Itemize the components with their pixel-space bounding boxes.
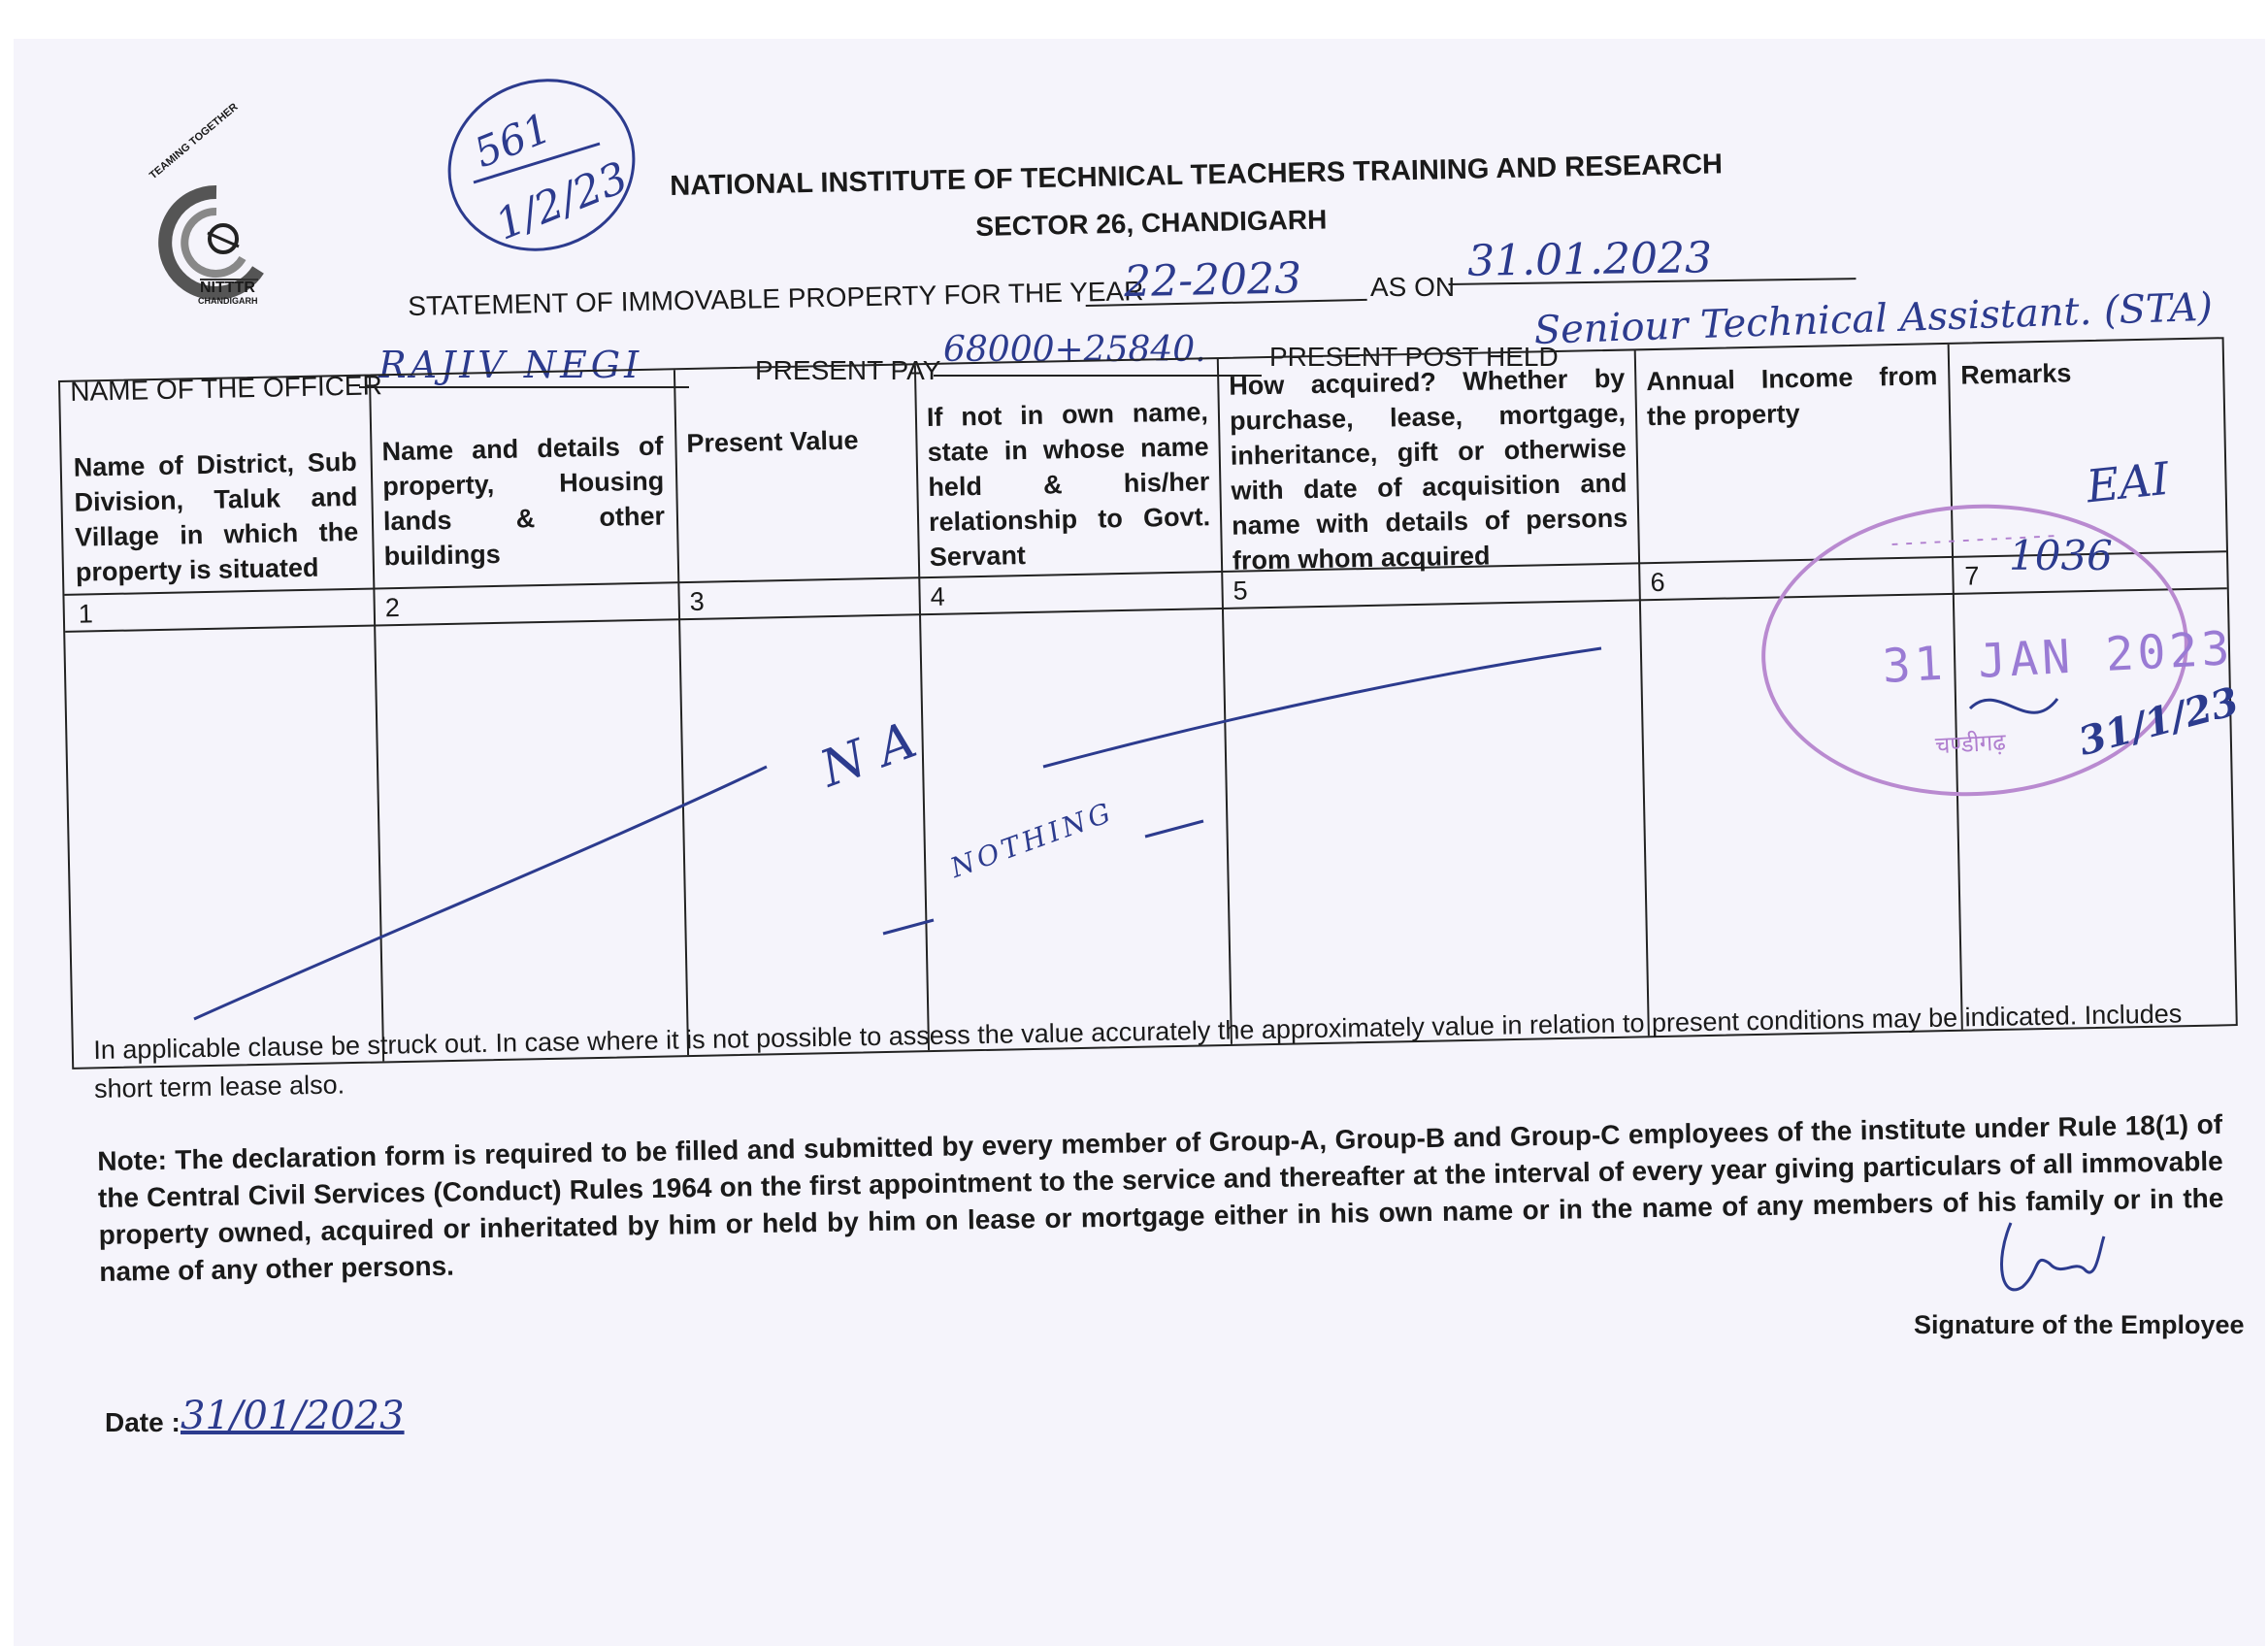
column-divider-3 [674,370,689,1055]
declaration-note: Note: The declaration form is required to be filled and submitted by every member of Group-A, Group-B and Group-C employees of the institute under Rule 18(1) of the Central Civil Services (Conduct) Rules 1964 on the first appointment to the service and thereafter at the interval of every year giving particulars of all immovable property owned, acquired or inheritated by him or held by him on lease or mortgage either in his own name or in the name of any members of his family or in the name of any other persons. [97,1108,2224,1287]
inward-number: 561 [467,103,558,178]
column-number-3: 3 [689,586,706,616]
header-annual-income: Annual Income from the property [1646,361,1938,432]
year-field[interactable] [1085,253,1367,308]
present-post-label: PRESENT POST HELD [1269,342,1559,372]
header-district: Name of District, Sub Division, Taluk and Village in which the property is situated [73,446,359,587]
present-post-value[interactable]: Seniour Technical Assistant. (STA) [1533,284,2214,353]
as-on-value: 31.01.2023 [1466,233,1713,286]
header-how-acquired: How acquired? Whether by purchase, lease, mortgage, inheritance, gift or otherwise with date of acquisition and name with details of persons from whom acquired [1229,363,1628,576]
date-label: Date : [105,1407,181,1437]
date-value: 31/01/2023 [181,1394,405,1438]
column-divider-6 [1634,350,1650,1036]
remarks-section: EAI [2084,451,2172,513]
logo-motto: TEAMING TOGETHER [148,101,241,182]
column-number-2: 2 [384,592,401,623]
handwritten-nothing: NOTHING [946,795,1119,885]
as-on-label: AS ON [1370,272,1456,302]
inward-stamp [435,68,648,262]
logo-name: NITTTR [200,280,255,296]
header-remarks: Remarks [1959,358,2072,390]
remarks-initial-date: 31/1/23 [2073,678,2244,765]
as-on-field[interactable] [1448,233,1856,286]
present-pay-value: 68000+25840. [943,330,1206,370]
inward-date: 1/2/23 [488,152,636,250]
header-property-details: Name and details of property, Housing lands & other buildings [381,431,666,572]
officer-name-label: NAME OF THE OFFICER [70,370,383,407]
year-value: 22-2023 [1123,253,1302,308]
date-field[interactable] [181,1394,405,1438]
stamp-place: चण्डीगढ़ [1934,729,2007,760]
employee-signature [1989,1203,2116,1310]
handwritten-na: N A [812,710,924,800]
column-number-6: 6 [1650,567,1665,598]
clause-note: In applicable clause be struck out. In case where it is not possible to assess the value accurately the approximately value in relation to present conditions may be indicated. Includes short term lease also. [93,999,2183,1103]
signature-label: Signature of the Employee [1914,1310,2245,1339]
logo-city: CHANDIGARH [198,296,258,306]
header-present-value: Present Value [686,425,859,459]
institute-name: NATIONAL INSTITUTE OF TECHNICAL TEACHERS TRAINING AND RESEARCH [670,148,1724,202]
officer-name-value: RAJIV NEGI [378,344,643,386]
remarks-number: 1036 [2009,532,2113,579]
institute-address: SECTOR 26, CHANDIGARH [975,204,1328,242]
statement-label: STATEMENT OF IMMOVABLE PROPERTY FOR THE YEAR [408,276,1144,321]
stamp-date: 31 JAN 2023 [1881,621,2235,694]
header-whose-name: If not in own name, state in whose name held & his/her relationship to Govt. Servant [926,397,1211,573]
stamp-border-text: - - - - - - - - - - - - [1890,521,2056,557]
present-pay-label: PRESENT PAY [755,355,941,385]
column-number-7: 7 [1964,561,1980,591]
column-number-4: 4 [930,581,945,612]
nitttr-logo [144,101,289,309]
column-number-5: 5 [1233,576,1248,606]
column-number-1: 1 [78,599,94,629]
